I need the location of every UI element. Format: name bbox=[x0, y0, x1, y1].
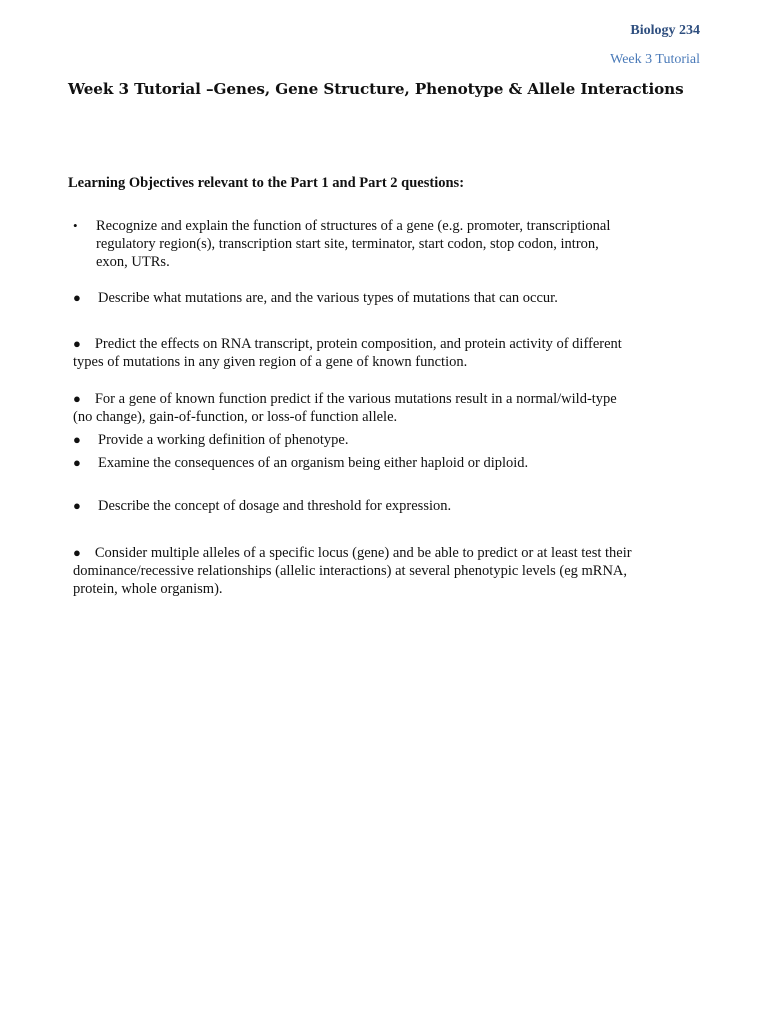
objective-item bbox=[73, 390, 638, 426]
header-course-name: Biology 234 bbox=[630, 23, 700, 38]
bullet-icon: ● bbox=[73, 498, 81, 513]
objective-text: Recognize and explain the function of structures of a gene (e.g. promoter, transcriptional regulatory region(s), transcription start site, terminator, start codon, stop codon, intron, exon, UTRs. bbox=[96, 218, 611, 270]
objective-text: Describe what mutations are, and the various types of mutations that can occur. bbox=[98, 290, 558, 306]
objective-item bbox=[73, 431, 638, 449]
document-title: Week 3 Tutorial –Genes, Gene Structure, Phenotype & Allele Interactions bbox=[68, 80, 684, 98]
objective-text: For a gene of known function predict if the various mutations result in a normal/wild-type (no change), gain-of-function, or loss-of function allele. bbox=[73, 391, 617, 425]
bullet-icon: ● bbox=[73, 432, 81, 447]
objective-item bbox=[73, 544, 638, 598]
header-week-label: Week 3 Tutorial bbox=[610, 52, 700, 67]
bullet-icon: ● bbox=[73, 290, 81, 305]
objective-text: Provide a working definition of phenotype. bbox=[98, 432, 349, 448]
objective-item bbox=[73, 497, 638, 515]
bullet-icon: • bbox=[73, 218, 78, 233]
objective-item bbox=[73, 335, 638, 371]
bullet-icon: ● bbox=[73, 455, 81, 470]
objective-text: Consider multiple alleles of a specific locus (gene) and be able to predict or at least test their dominance/recessive relationships (allelic interactions) at several phenotypic levels (eg mRNA, protein, whole organism). bbox=[73, 545, 632, 597]
bullet-icon: ● bbox=[73, 545, 81, 560]
objective-text: Predict the effects on RNA transcript, protein composition, and protein activity of different types of mutations in any given region of a gene of known function. bbox=[73, 336, 622, 370]
objective-item bbox=[73, 217, 633, 271]
objective-text: Examine the consequences of an organism being either haploid or diploid. bbox=[98, 455, 529, 471]
bullet-icon: ● bbox=[73, 336, 81, 351]
objective-text: Describe the concept of dosage and threshold for expression. bbox=[98, 498, 452, 514]
bullet-icon: ● bbox=[73, 391, 81, 406]
objectives-heading: Learning Objectives relevant to the Part 1 and Part 2 questions: bbox=[68, 175, 465, 191]
objective-item bbox=[73, 289, 638, 307]
objective-item bbox=[73, 454, 638, 472]
